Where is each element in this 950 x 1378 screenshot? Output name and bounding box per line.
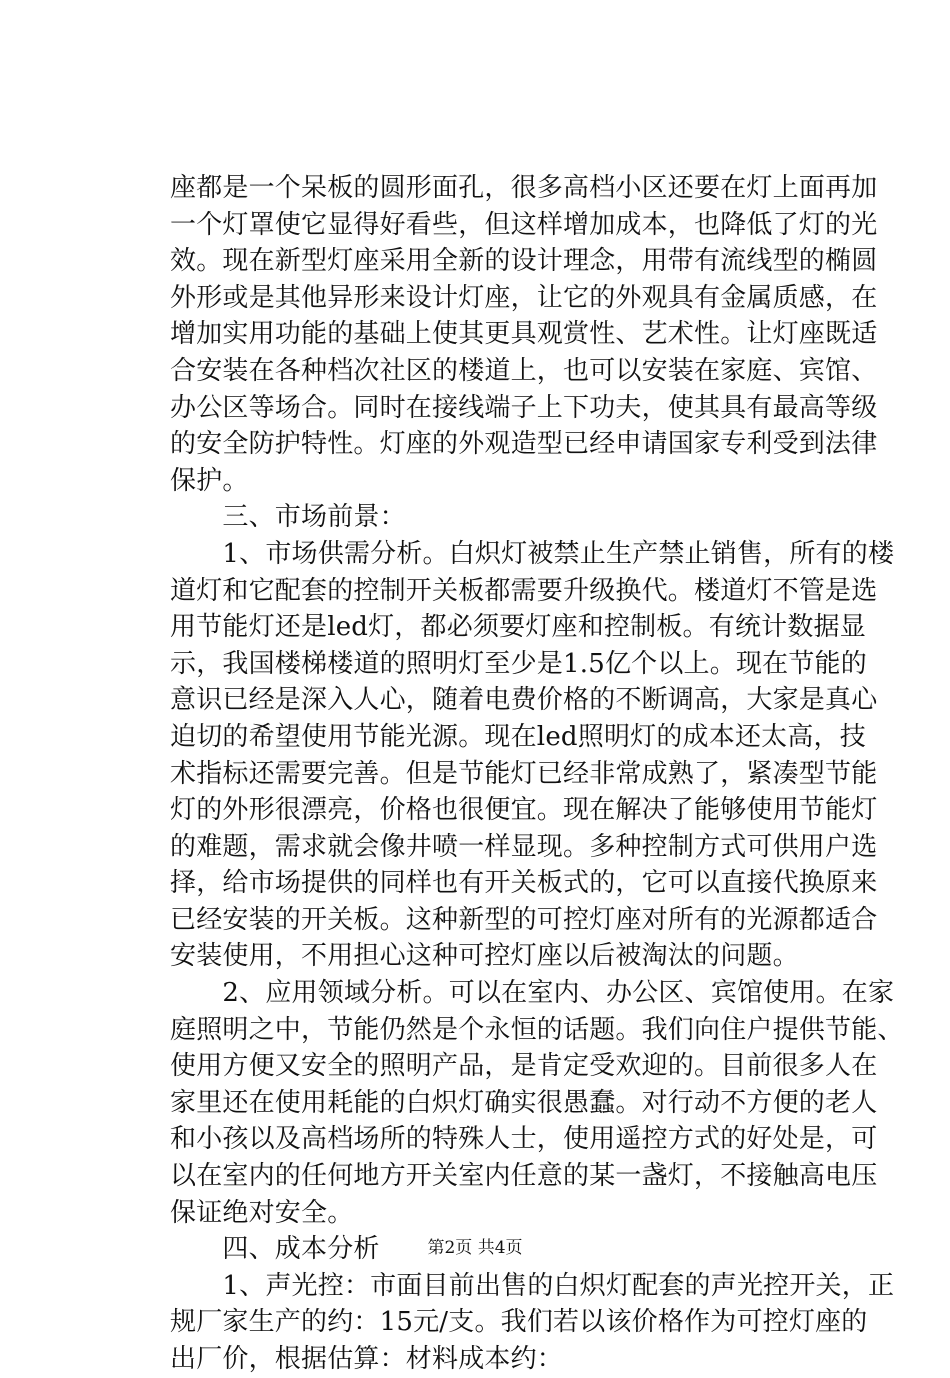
text-line: 规厂家生产的约：15元/支。我们若以该价格作为可控灯座的: [170, 1307, 868, 1338]
text-line: 保护。: [170, 465, 249, 496]
text-line: 灯的外形很漂亮，价格也很便宜。现在解决了能够使用节能灯: [170, 795, 878, 826]
text-line: 用节能灯还是led灯，都必须要灯座和控制板。有统计数据显: [170, 612, 866, 643]
text-line: 庭照明之中，节能仍然是个永恒的话题。我们向住户提供节能、: [170, 1014, 904, 1045]
text-line: 意识已经是深入人心，随着电费价格的不断调高，大家是真心: [170, 685, 878, 716]
text-line: 出厂价，根据估算：材料成本约：: [170, 1344, 564, 1374]
text-line: 增加实用功能的基础上使其更具观赏性、艺术性。让灯座既适: [170, 319, 878, 350]
section-heading: 四、成本分析: [170, 1234, 380, 1265]
text-line: 家里还在使用耗能的白炽灯确实很愚蠢。对行动不方便的老人: [170, 1087, 878, 1118]
text-line: 术指标还需要完善。但是节能灯已经非常成熟了，紧凑型节能: [170, 758, 878, 789]
text-line: 座都是一个呆板的圆形面孔，很多高档小区还要在灯上面再加: [170, 173, 878, 203]
text-line: 办公区等场合。同时在接线端子上下功夫，使其具有最高等级: [170, 392, 878, 423]
text-line: 和小孩以及高档场所的特殊人士，使用遥控方式的好处是，可: [170, 1124, 878, 1155]
text-line: 安装使用，不用担心这种可控灯座以后被淘汰的问题。: [170, 941, 799, 972]
text-line: 已经安装的开关板。这种新型的可控灯座对所有的光源都适合: [170, 904, 878, 935]
text-line: 择，给市场提供的同样也有开关板式的，它可以直接代换原来: [170, 868, 878, 899]
text-line: 以在室内的任何地方开关室内任意的某一盏灯，不接触高电压: [170, 1161, 878, 1192]
text-line: 2、应用领域分析。可以在室内、办公区、宾馆使用。在家: [170, 978, 895, 1009]
text-line: 效。现在新型灯座采用全新的设计理念，用带有流线型的椭圆: [170, 246, 878, 277]
text-line: 使用方便又安全的照明产品，是肯定受欢迎的。目前很多人在: [170, 1051, 878, 1082]
text-line: 1、声光控：市面目前出售的白炽灯配套的声光控开关，正: [170, 1270, 895, 1301]
page-number-footer: 第2页 共4页: [427, 1238, 523, 1258]
text-line: 示，我国楼梯楼道的照明灯至少是1.5亿个以上。现在节能的: [170, 648, 867, 679]
text-line: 的难题，需求就会像井喷一样显现。多种控制方式可供用户选: [170, 831, 878, 862]
text-line: 的安全防护特性。灯座的外观造型已经申请国家专利受到法律: [170, 429, 878, 460]
text-line: 外形或是其他异形来设计灯座，让它的外观具有金属质感，在: [170, 282, 878, 313]
document-body: [170, 170, 904, 1378]
text-line: 1、市场供需分析。白炽灯被禁止生产禁止销售，所有的楼: [170, 538, 895, 569]
text-line: 道灯和它配套的控制开关板都需要升级换代。楼道灯不管是选: [170, 575, 878, 606]
text-line: 迫切的希望使用节能光源。现在led照明灯的成本还太高，技: [170, 721, 866, 752]
text-line: 合安装在各种档次社区的楼道上，也可以安装在家庭、宾馆、: [170, 355, 878, 386]
text-line: 一个灯罩使它显得好看些，但这样增加成本，也降低了灯的光: [170, 209, 878, 240]
text-line: 保证绝对安全。: [170, 1197, 354, 1228]
section-heading: 三、市场前景：: [170, 502, 406, 533]
